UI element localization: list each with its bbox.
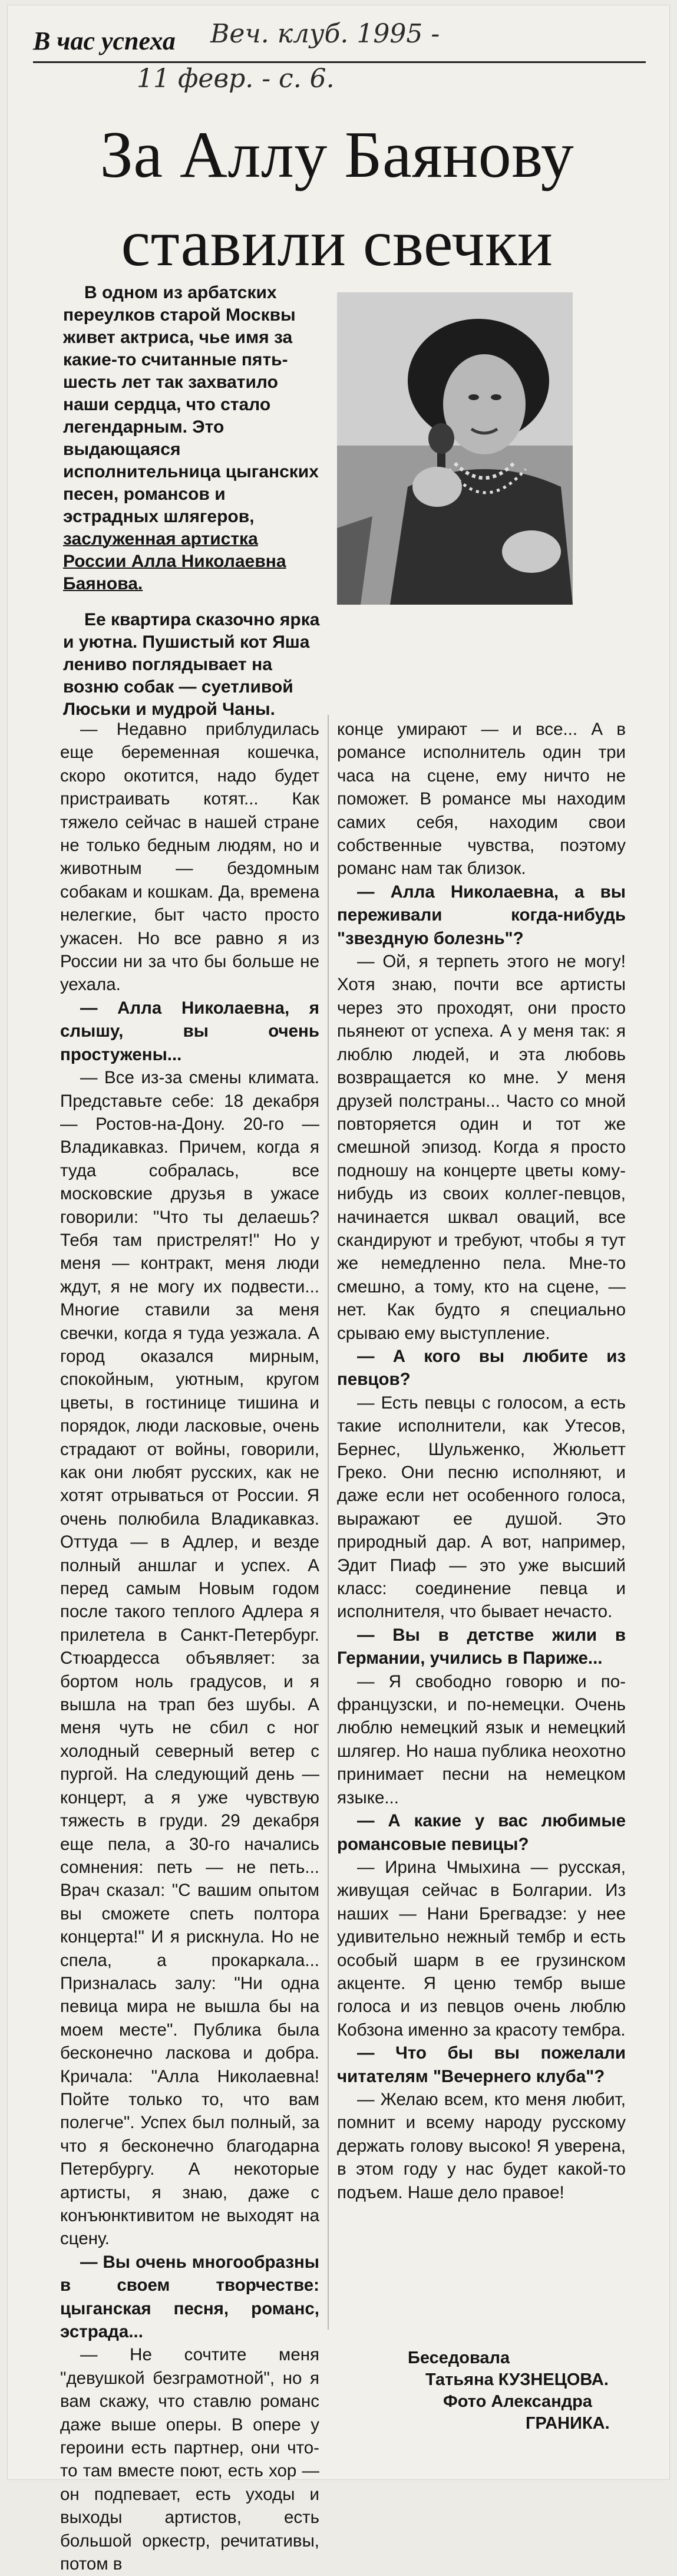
lead-paragraph	[63, 282, 322, 595]
credits-block	[384, 2347, 620, 2435]
article-paragraph: — Желаю всем, кто меня любит, помнит и всему народу русскому держать голову высоко! Я уверена, в этом году у нас будет какой-то подъем. Наше дело правое!	[337, 2089, 626, 2202]
article-paragraph: — Все из-за смены климата. Представьте себе: 18 декабря — Ростов-на-Дону. 20-го — Владикавказ. Причем, когда я туда собралась, все московские друзья в ужасе говорили: "Что ты делаешь? Тебя там пристрелят!" Но у меня — контракт, меня люди ждут, я не могу их подвести... Многие ставили за меня свечки, когда я туда уезжала. А город оказался мирным, спокойным, уютным, кругом цветы, в гостинице тишина и порядок, люди ласковые, очень страдают от войны, говорили, как они любят русских, как не хотят отрываться от России. Я очень полюбила Владикавказ. Оттуда — в Адлер, и везде полный аншлаг и успех. А перед самым Новым годом после такого теплого Адлера я прилетела в Санкт-Петербург. Стюардесса объявляет: за бортом ноль градусов, и я вышла на трап без шубы. А меня чуть не сбил с ног холодный северный ветер с пургой. На следующий день — концерт, а я уже чувствую тяжесть в груди. 29 декабря еще пела, а 30-го начались сомнения: петь — не петь... Врач сказал: "С вашим опытом вы сможете спеть полтора концерта!" И я рискнула. Но не спела, а прокаркала... Призналась залу: "Ни одна певица мира не вышла бы на моем месте". Публика была бесконечно ласкова и добра. Кричала: "Алла Николаевна! Пойте только то, что вам полегче". Успех был полный, за что я бесконечно благодарна Петербургу. А некоторые артисты, я знаю, даже с конъюнктивитом не выходят на сцену.	[60, 1068, 319, 2249]
article-paragraph: конце умирают — и все... А в романсе исполнитель один три часа на сцене, ему ничто не поможет. В романсе мы находим самих себя, находим свои собственные чувства, поэтому романс нам так близок.	[337, 720, 626, 879]
headline	[31, 111, 643, 288]
headline-line-1: За Аллу Баянову	[100, 118, 574, 192]
interview-question: — А кого вы любите из певцов?	[337, 1346, 626, 1390]
headline-line-2: ставили свечки	[121, 207, 553, 280]
credit-photographer-name: ГРАНИКА.	[526, 2414, 610, 2433]
interview-question: — Алла Николаевна, а вы переживали когда-нибудь "звездную болезнь"?	[337, 882, 626, 948]
column-divider	[328, 715, 329, 2330]
article-paragraph: — Ой, я терпеть этого не могу! Хотя знаю, почти все артисты через это проходят, они просто пьянеют от успеха. А у меня так: я люблю людей, и эта любовь возвращается ко мне. У меня друзей полстраны... Часто со мной повторяется один и тот же смешной эпизод. Когда я просто подношу на концерте цветы кому-нибудь из своих коллег-певцов, начинается шквал оваций, все скандируют и требуют, чтобы я тут же немедленно пела. Мне-то смешно, а тому, кто на сцене, — нет. Как будто я специально срываю ему выступление.	[337, 952, 626, 1343]
article-paragraph: — Ирина Чмыхина — русская, живущая сейчас в Болгарии. Из наших — Нани Брегвадзе: у нее удивительно нежный тембр и есть особый шарм в ее грузинском акценте. Я ценю тембр выше голоса и из певцов очень люблю Кобзона именно за красоту тембра.	[337, 1857, 626, 2040]
article-paragraph: — Не сочтите меня "девушкой безграмотной", но я вам скажу, что ставлю романс даже выше оперы. В опере у героини есть партнер, они что-то там вместе поют, есть хор — он подпевает, есть уходы и выходы артистов, есть большой оркестр, речитативы, потом в	[60, 2345, 319, 2574]
interview-question: — Вы очень многообразны в своем творчестве: цыганская песня, романс, эстрада...	[60, 2252, 319, 2342]
lead-text-underlined: заслуженная артистка России Алла Николаевна Баянова.	[63, 529, 286, 593]
lead-paragraph-2	[63, 609, 322, 721]
interview-question: — А какие у вас любимые романсовые певицы?	[337, 1811, 626, 1854]
article-paragraph: — Я свободно говорю и по-французски, и по-немецки. Очень люблю немецкий язык и немецкий шлягер. Но наша публика неохотно принимает песни на немецком языке...	[337, 1671, 626, 1808]
credit-interviewer-name: Татьяна КУЗНЕЦОВА.	[425, 2370, 609, 2389]
rubric-label: В час успеха	[33, 27, 176, 55]
newspaper-clipping	[7, 5, 670, 2574]
interview-question: — Вы в детстве жили в Германии, учились в Париже...	[337, 1625, 626, 1668]
credit-photo-label: Фото Александра	[443, 2392, 592, 2411]
lead-text-2: Ее квартира сказочно ярка и уютна. Пушистый кот Яша лениво поглядывает на возню собак — суетливой Люськи и мудрой Чаны.	[63, 610, 320, 719]
lead-text-plain: В одном из арбатских переулков старой Москвы живет актриса, чье имя за какие-то считанные пять-шесть лет так захватило наши сердца, что стало легендарным. Это выдающаяся исполнительница цыганских песен, романсов и эстрадных шлягеров,	[63, 283, 319, 526]
portrait-photo	[337, 292, 573, 605]
interview-question: — Алла Николаевна, я слышу, вы очень простужены...	[60, 998, 319, 1064]
lead-text	[63, 282, 322, 595]
handwritten-date: 11 февр. - с. 6.	[137, 64, 335, 94]
photo-illustration	[337, 292, 573, 605]
article-column-left	[60, 718, 319, 2576]
handwritten-note: Веч. клуб. 1995 -	[210, 19, 440, 49]
article-column-right	[337, 718, 626, 2204]
credit-interviewer-label: Беседовала	[408, 2349, 510, 2367]
interview-question: — Что бы вы пожелали читателям "Вечернего клуба"?	[337, 2043, 626, 2086]
article-paragraph: — Недавно приблудилась еще беременная кошечка, скоро окотится, надо будет пристраивать котят... Как тяжело сейчас в нашей стране не только бедным людям, но и животным — бездомным собакам и кошкам. Да, времена нелегкие, быт часто просто ужасен. Но все равно я из России ни за что бы больше не уехала.	[60, 720, 319, 995]
article-paragraph: — Есть певцы с голосом, а есть такие исполнители, как Утесов, Бернес, Шульженко, Жюльетт Греко. Они песню исполняют, и даже если нет особенного голоса, выражают ее душой. Это природный дар. А вот, например, Эдит Пиаф — это уже высший класс: соединение певца и исполнителя, что бывает нечасто.	[337, 1393, 626, 1622]
